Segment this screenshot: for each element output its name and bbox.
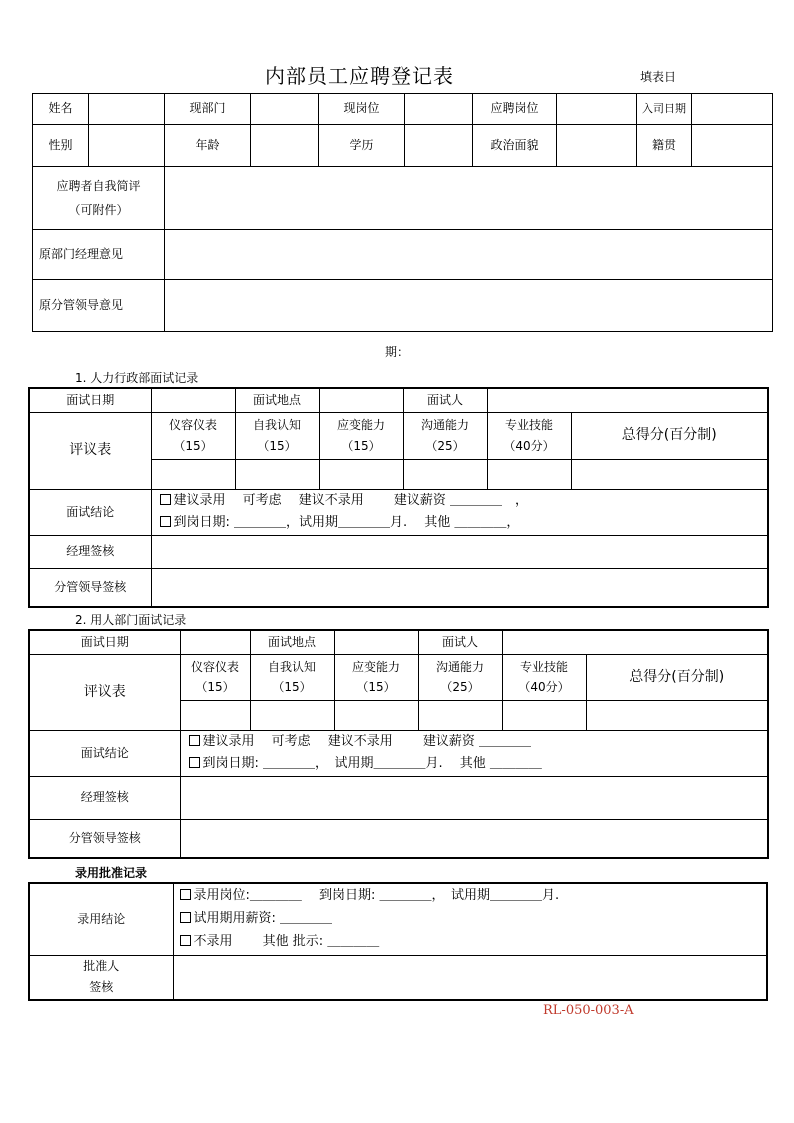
hr-score-field[interactable] bbox=[151, 459, 235, 489]
hr-total-label: 总得分(百分制) bbox=[571, 412, 768, 459]
score-label: 沟通能力 bbox=[420, 418, 469, 433]
dept-leader-sign-label: 分管领导签核 bbox=[29, 820, 180, 858]
current-post-label: 现岗位 bbox=[319, 94, 405, 125]
entry-date-field[interactable] bbox=[692, 94, 773, 125]
approver-field[interactable] bbox=[173, 955, 767, 1000]
hr-score-header bbox=[319, 412, 403, 459]
age-field[interactable] bbox=[251, 125, 319, 167]
hr-place-label: 面试地点 bbox=[235, 388, 319, 412]
hr-score-header bbox=[403, 412, 487, 459]
dept-place-label: 面试地点 bbox=[250, 630, 334, 654]
dept-score-header bbox=[502, 654, 586, 700]
approval-line2 bbox=[180, 908, 765, 931]
hr-eval-label: 评议表 bbox=[29, 412, 151, 489]
dept-score-field[interactable] bbox=[418, 700, 502, 730]
dept-date-label: 面试日期 bbox=[29, 630, 180, 654]
score-label: 自我认知 bbox=[252, 418, 301, 433]
dept-place-field[interactable] bbox=[334, 630, 418, 654]
form-title: 内部员工应聘登记表 bbox=[265, 64, 454, 88]
approval-heading: 录用批准记录 bbox=[75, 866, 148, 880]
approval-options[interactable] bbox=[173, 883, 767, 955]
approver-label-line1: 批准人 bbox=[83, 958, 120, 973]
dept-score-field[interactable] bbox=[250, 700, 334, 730]
dept-line1-text: 建议录用 可考虑 建议不录用 建议薪资 ＿＿＿＿ bbox=[202, 733, 532, 749]
hr-line1-text: 建议录用 可考虑 建议不录用 建议薪资 ＿＿＿＿ ， bbox=[173, 492, 529, 508]
approval-line3 bbox=[180, 931, 765, 954]
dept-conclusion-line1 bbox=[189, 731, 766, 754]
checkbox-icon[interactable] bbox=[160, 516, 171, 527]
approval-table bbox=[28, 882, 768, 1001]
hr-interviewer-field[interactable] bbox=[487, 388, 768, 412]
education-field[interactable] bbox=[405, 125, 473, 167]
hr-section-heading: 1. 人力行政部面试记录 bbox=[75, 371, 199, 385]
applied-post-field[interactable] bbox=[557, 94, 637, 125]
hr-manager-sign-field[interactable] bbox=[151, 536, 768, 569]
hr-leader-sign-label: 分管领导签核 bbox=[29, 569, 151, 607]
score-weight: （40分） bbox=[518, 680, 570, 694]
hr-score-field[interactable] bbox=[235, 459, 319, 489]
score-weight: （15） bbox=[356, 680, 396, 694]
dept-date-field[interactable] bbox=[180, 630, 250, 654]
dept-score-header bbox=[180, 654, 250, 700]
dept-score-field[interactable] bbox=[334, 700, 418, 730]
score-weight: （15） bbox=[173, 438, 213, 453]
approval-line1 bbox=[180, 885, 765, 908]
hr-manager-sign-label: 经理签核 bbox=[29, 536, 151, 569]
dept-manager-sign-field[interactable] bbox=[180, 777, 768, 820]
hr-score-field[interactable] bbox=[403, 459, 487, 489]
dept-conclusion-label: 面试结论 bbox=[29, 730, 180, 777]
checkbox-icon[interactable] bbox=[180, 889, 191, 900]
political-label: 政治面貌 bbox=[473, 125, 557, 167]
dept-interviewer-field[interactable] bbox=[502, 630, 768, 654]
dept-interview-table bbox=[28, 629, 769, 859]
approval-line3-text: 不录用 其他 批示: ＿＿＿＿ bbox=[193, 933, 380, 949]
orig-leader-label: 原分管领导意见 bbox=[33, 280, 165, 332]
hr-score-header bbox=[235, 412, 319, 459]
score-weight: （15） bbox=[341, 438, 381, 453]
dept-line2-text: 到岗日期: ＿＿＿＿， 试用期＿＿＿＿月. 其他 ＿＿＿＿ bbox=[202, 756, 542, 772]
checkbox-icon[interactable] bbox=[180, 935, 191, 946]
hr-score-header bbox=[151, 412, 235, 459]
checkbox-icon[interactable] bbox=[180, 912, 191, 923]
score-label: 专业技能 bbox=[504, 418, 553, 433]
dept-eval-label: 评议表 bbox=[29, 654, 180, 730]
dept-section-heading: 2. 用人部门面试记录 bbox=[75, 613, 187, 627]
orig-leader-field[interactable] bbox=[165, 280, 773, 332]
score-label: 应变能力 bbox=[336, 418, 385, 433]
current-dept-field[interactable] bbox=[251, 94, 319, 125]
score-label: 仪容仪表 bbox=[168, 418, 217, 433]
applied-post-label: 应聘岗位 bbox=[473, 94, 557, 125]
approval-conclusion-label: 录用结论 bbox=[29, 883, 173, 955]
score-label: 自我认知 bbox=[267, 659, 316, 674]
origin-label: 籍贯 bbox=[637, 125, 692, 167]
hr-score-header bbox=[487, 412, 571, 459]
approval-line1-text: 录用岗位:＿＿＿＿ 到岗日期: ＿＿＿＿， 试用期＿＿＿＿月. bbox=[193, 888, 560, 904]
dept-score-field[interactable] bbox=[180, 700, 250, 730]
hr-leader-sign-field[interactable] bbox=[151, 569, 768, 607]
approver-label-line2: 签核 bbox=[89, 980, 114, 995]
hr-score-field[interactable] bbox=[319, 459, 403, 489]
hr-date-field[interactable] bbox=[151, 388, 235, 412]
dept-score-field[interactable] bbox=[502, 700, 586, 730]
hr-conclusion-line1 bbox=[160, 490, 766, 513]
dept-conclusion-options[interactable] bbox=[180, 730, 768, 777]
name-field[interactable] bbox=[89, 94, 165, 125]
score-weight: （15） bbox=[257, 438, 297, 453]
hr-conclusion-options[interactable] bbox=[151, 489, 768, 536]
orig-manager-field[interactable] bbox=[165, 230, 773, 280]
self-eval-label bbox=[33, 167, 165, 230]
orig-manager-label: 原部门经理意见 bbox=[33, 230, 165, 280]
approval-line2-text: 试用期用薪资: ＿＿＿＿ bbox=[193, 910, 333, 926]
score-weight: （25） bbox=[440, 680, 480, 694]
dept-score-header bbox=[418, 654, 502, 700]
entry-date-label: 入司日期 bbox=[637, 94, 692, 125]
score-weight: （40分） bbox=[503, 438, 555, 453]
hr-conclusion-line2 bbox=[160, 512, 766, 535]
hr-place-field[interactable] bbox=[319, 388, 403, 412]
self-eval-field[interactable] bbox=[165, 167, 773, 230]
dept-interviewer-label: 面试人 bbox=[418, 630, 502, 654]
dept-conclusion-line2 bbox=[189, 753, 766, 776]
score-label: 沟通能力 bbox=[435, 659, 484, 674]
hr-line2-text: 到岗日期: ＿＿＿＿，试用期＿＿＿＿月. 其他 ＿＿＿＿， bbox=[173, 515, 520, 531]
score-weight: （25） bbox=[425, 438, 465, 453]
political-field[interactable] bbox=[557, 125, 637, 167]
document-code: RL-050-003-A bbox=[543, 1003, 634, 1018]
current-post-field[interactable] bbox=[405, 94, 473, 125]
score-label: 仪容仪表 bbox=[190, 659, 239, 674]
score-weight: （15） bbox=[272, 680, 312, 694]
name-label: 姓名 bbox=[33, 94, 89, 125]
age-label: 年龄 bbox=[165, 125, 251, 167]
current-dept-label: 现部门 bbox=[165, 94, 251, 125]
hr-date-label: 面试日期 bbox=[29, 388, 151, 412]
dept-score-header bbox=[334, 654, 418, 700]
dept-total-field[interactable] bbox=[586, 700, 768, 730]
dept-manager-sign-label: 经理签核 bbox=[29, 777, 180, 820]
fill-date-label: 填表日 bbox=[640, 70, 677, 84]
approver-label bbox=[29, 955, 173, 1000]
score-weight: （15） bbox=[195, 680, 235, 694]
score-label: 应变能力 bbox=[351, 659, 400, 674]
hr-score-field[interactable] bbox=[487, 459, 571, 489]
gender-field[interactable] bbox=[89, 125, 165, 167]
origin-field[interactable] bbox=[692, 125, 773, 167]
gender-label: 性别 bbox=[33, 125, 89, 167]
hr-interviewer-label: 面试人 bbox=[403, 388, 487, 412]
applicant-info-table bbox=[32, 93, 773, 332]
checkbox-icon[interactable] bbox=[189, 757, 200, 768]
education-label: 学历 bbox=[319, 125, 405, 167]
hr-interview-table bbox=[28, 387, 769, 608]
score-label: 专业技能 bbox=[519, 659, 568, 674]
self-eval-label-line2: （可附件） bbox=[68, 203, 129, 217]
checkbox-icon[interactable] bbox=[160, 494, 171, 505]
dept-score-header bbox=[250, 654, 334, 700]
self-eval-label-line1: 应聘者自我简评 bbox=[56, 179, 141, 193]
checkbox-icon[interactable] bbox=[189, 735, 200, 746]
hr-total-field[interactable] bbox=[571, 459, 768, 489]
dept-total-label: 总得分(百分制) bbox=[586, 654, 768, 700]
period-label: 期： bbox=[385, 345, 410, 359]
dept-leader-sign-field[interactable] bbox=[180, 820, 768, 858]
hr-conclusion-label: 面试结论 bbox=[29, 489, 151, 536]
